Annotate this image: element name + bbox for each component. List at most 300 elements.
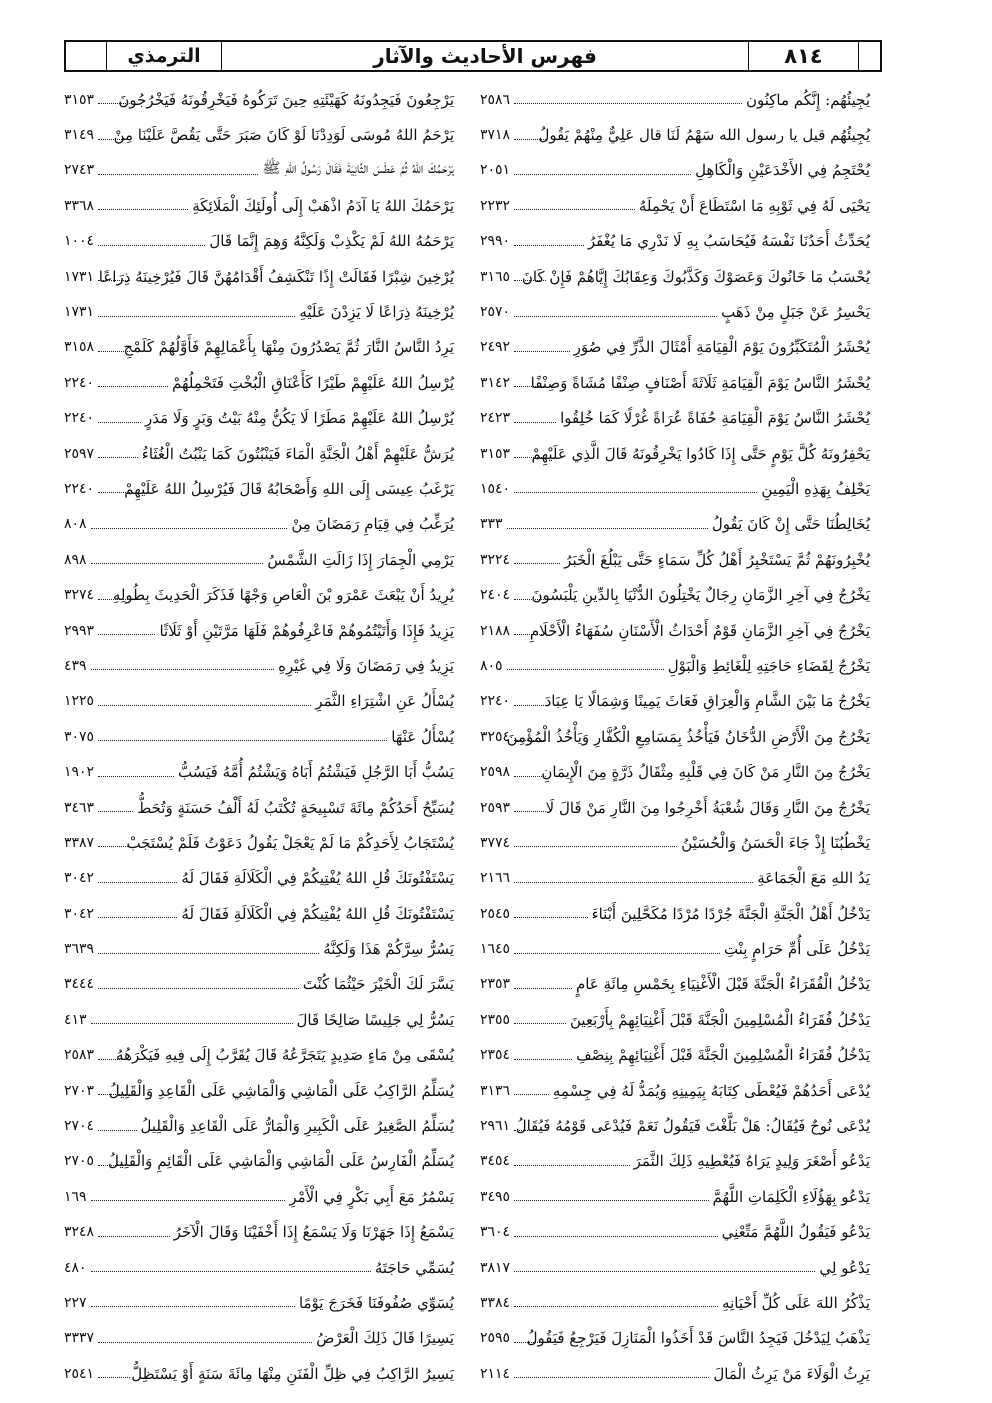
hadith-number: ٢٢٧: [64, 1294, 87, 1311]
dot-leader: [514, 492, 757, 493]
index-entry: [64, 1250, 454, 1285]
left-column: [64, 82, 454, 1391]
hadith-number: ٤١٣: [64, 1011, 87, 1028]
hadith-text: يُخَالِطُنَا حَتَّى إِنْ كَانَ يَقُولُ: [711, 515, 870, 534]
hadith-number: ١٧٣١: [64, 304, 95, 321]
dot-leader: [98, 245, 205, 246]
dot-leader: [91, 528, 288, 529]
index-entry: [480, 259, 870, 294]
hadith-number: ١٦٤٥: [480, 941, 511, 958]
hadith-text: يُسَوِّي صُفُوفَنَا فَخَرَجَ يَوْمًا: [298, 1293, 454, 1312]
hadith-number: ٨٩٨: [64, 551, 87, 568]
hadith-text: يَسْتَفْتُونَكَ قُلِ اللهُ يُفْتِيكُمْ فِي الْكَلَالَةِ فَقَالَ لَهُ: [181, 869, 454, 888]
page-header: [64, 40, 882, 72]
dot-leader: [98, 811, 133, 812]
hadith-text: يُحْشَرُ النَّاسُ يَوْمَ الْقِيَامَةِ حُفَاةً عُرَاةً غُرْلًا كَمَا خُلِقُوا: [560, 409, 870, 428]
hadith-number: ٣٤٥٤: [480, 1153, 511, 1170]
hadith-text: يَسْمُرُ مَعَ أَبِي بَكْرٍ فِي الْأَمْرِ: [289, 1187, 454, 1206]
hadith-text: يَدْخُلُ فُقَرَاءُ الْمُسْلِمِينَ الْجَنَّةَ قَبْلَ أَغْنِيَائِهِمْ بِنِصْفِ: [576, 1046, 870, 1065]
hadith-text: يُرْسِلُ اللهُ عَلَيْهِمْ مَطَرًا لَا يَكُنُّ مِنْهُ بَيْتُ وَبَرٍ وَلَا مَدَرٍ: [144, 409, 454, 428]
hadith-number: ٢٣٥٥: [480, 1011, 511, 1028]
dot-leader: [98, 1130, 136, 1131]
hadith-number: ٢٤٠٤: [480, 587, 511, 604]
hadith-text: يُرَغِّبُ فِي قِيَامِ رَمَضَانَ مِنْ: [291, 515, 454, 534]
dot-leader: [514, 1165, 630, 1166]
hadith-text: يَرِدُ النَّاسُ النَّارَ ثُمَّ يَصْدُرُونَ مِنْهَا بِأَعْمَالِهِمْ فَأَوَّلُهُمْ كَلَمْحِ: [123, 338, 454, 357]
index-entry: [64, 1356, 454, 1391]
hadith-text: يَرْغَبُ عِيسَى إِلَى اللهِ وَأَصْحَابُهُ قَالَ فَيُرْسِلُ اللهُ عَلَيْهِمْ: [124, 479, 454, 498]
dot-leader: [514, 1059, 572, 1060]
hadith-number: ٢١١٤: [480, 1365, 511, 1382]
hadith-text: يُسَلِّمُ الْفَارِسُ عَلَى الْمَاشِي وَالْمَاشِي عَلَى الْقَائِمِ وَالْقَلِيلُ: [108, 1152, 454, 1171]
dot-leader: [98, 280, 130, 281]
index-entry: [480, 684, 870, 719]
hadith-text: يَحْسِرُ عَنْ جَبَلٍ مِنْ ذَهَبٍ: [721, 303, 870, 322]
hadith-number: ٣٣٣: [480, 516, 503, 533]
index-entry: [64, 153, 454, 188]
dot-leader: [98, 917, 177, 918]
dot-leader: [514, 1200, 708, 1201]
index-entry: [64, 896, 454, 931]
index-entry: [480, 1073, 870, 1108]
dot-leader: [514, 209, 635, 210]
book-name: الترمذي: [106, 42, 221, 70]
dot-leader: [514, 811, 546, 812]
dot-leader: [98, 492, 130, 493]
index-entry: [480, 790, 870, 825]
dot-leader: [514, 1342, 546, 1343]
header-blank-cell: [66, 42, 106, 70]
dot-leader: [98, 988, 299, 989]
index-entry: [64, 967, 454, 1002]
hadith-number: ٢٢٤٠: [64, 410, 95, 427]
index-entry: [64, 754, 454, 789]
hadith-text: يَدْخُلُ أَهْلُ الْجَنَّةِ الْجَنَّةَ جُرْدًا مُرْدًا مُكَحَّلِينَ أَبْنَاءَ: [591, 904, 870, 923]
dot-leader: [514, 917, 587, 918]
hadith-number: ٢٢٣٢: [480, 197, 511, 214]
index-entry: [64, 719, 454, 754]
index-entry: [64, 294, 454, 329]
index-title: فهرس الأحاديث والآثار: [221, 42, 748, 70]
dot-leader: [98, 1342, 312, 1343]
hadith-number: ٢٢٤٠: [64, 374, 95, 391]
hadith-text: يَسُرُّ لِي جَلِيسًا صَالِحًا قَالَ: [296, 1010, 454, 1029]
hadith-text: يُحْشَرُ الْمُتَكَبِّرُونَ يَوْمَ الْقِيَامَةِ أَمْثَالَ الذَّرِّ فِي صُوَرِ: [573, 338, 870, 357]
hadith-text: يَدُ اللهِ مَعَ الْجَمَاعَةِ: [757, 869, 870, 888]
index-entry: [480, 931, 870, 966]
index-entry: [64, 1073, 454, 1108]
hadith-number: ٣١٥٣: [480, 445, 511, 462]
index-entry: [64, 542, 454, 577]
hadith-number: ٣٧٧٤: [480, 834, 511, 851]
dot-leader: [514, 1271, 815, 1272]
hadith-text: يَخْرُجُ مَا بَيْنَ الشَّامِ وَالْعِرَاقِ فَعَاثَ يَمِينًا وَشِمَالًا يَا عِبَادَ: [544, 692, 870, 711]
hadith-number: ٢٩٩٣: [64, 622, 95, 639]
index-entry: [480, 330, 870, 365]
index-entry: [480, 153, 870, 188]
hadith-number: ٢١٦٦: [480, 870, 511, 887]
dot-leader: [514, 1130, 546, 1131]
index-entry: [64, 861, 454, 896]
index-entry: [480, 1002, 870, 1037]
hadith-number: ٣٦٠٤: [480, 1224, 511, 1241]
hadith-number: ٢٥٤٥: [480, 905, 511, 922]
hadith-text: يَدْخُلُ فُقَرَاءُ الْمُسْلِمِينَ الْجَنَّةَ قَبْلَ أَغْنِيَائِهِمْ بِأَرْبَعِينَ: [569, 1010, 870, 1029]
hadith-number: ٢٤٩٢: [480, 339, 511, 356]
index-columns: [64, 82, 870, 1383]
index-entry: [64, 259, 454, 294]
dot-leader: [507, 528, 708, 529]
dot-leader: [514, 882, 753, 883]
hadith-text: يَزِيدُ فَإِذَا وَأَتَيْتُمُوهُمْ فَاعْرِفُوهُمْ فَلَهَا مَرَّتَيْنِ أَوْ ثَلَاثًا: [159, 621, 454, 640]
index-entry: [480, 1038, 870, 1073]
hadith-number: ٢٧٤٣: [64, 162, 95, 179]
index-entry: [480, 542, 870, 577]
dot-leader: [98, 422, 141, 423]
dot-leader: [98, 599, 130, 600]
hadith-text: يَدْخُلُ عَلَى أُمِّ حَرَامٍ بِنْتِ: [723, 940, 870, 959]
index-entry: [480, 1285, 870, 1320]
hadith-number: ٢٤٢٣: [480, 410, 511, 427]
dot-leader: [514, 599, 546, 600]
hadith-number: ٣١٤٩: [64, 127, 95, 144]
index-entry: [64, 1285, 454, 1320]
hadith-text: يَزِيدُ فِي رَمَضَانَ وَلَا فِي غَيْرِهِ: [278, 656, 454, 675]
hadith-text: يَذْهَبُ لِيَدْخُلَ فَيَجِدُ النَّاسَ قَدْ أَخَذُوا الْمَنَازِلَ فَيَرْجِعُ فَيَقُولُ: [526, 1329, 870, 1348]
hadith-number: ٢٥٤١: [64, 1365, 95, 1382]
hadith-number: ٢٥٩٣: [480, 799, 511, 816]
hadith-number: ٤٨٠: [64, 1259, 87, 1276]
hadith-text: يَحْلِفُ بِهَذِهِ الْيَمِينِ: [761, 479, 870, 498]
dot-leader: [514, 245, 584, 246]
hadith-number: ٣١٥٣: [64, 91, 95, 108]
hadith-text: يَخْرُجُ مِنَ النَّارِ وَقَالَ شُعْبَةُ أَخْرِجُوا مِنَ النَّارِ مَنْ قَالَ لَا: [545, 798, 870, 817]
dot-leader: [514, 1236, 718, 1237]
index-entry: [480, 471, 870, 506]
hadith-number: ٨٠٥: [480, 657, 503, 674]
hadith-text: يَرْجِعُونَ فَيَجِدُونَهُ كَهَيْئَتِهِ حِينَ تَرَكُوهُ فَيَخْرِقُونَهُ فَيَخْرُجُونَ: [118, 90, 454, 109]
index-entry: [64, 613, 454, 648]
hadith-text: يُدْعَى أَحَدُهُمْ فَيُعْطَى كِتَابَهُ بِيَمِينِهِ وَيُمَدُّ لَهُ فِي جِسْمِهِ: [552, 1081, 870, 1100]
dot-leader: [514, 953, 720, 954]
hadith-number: ٢١٨٨: [480, 622, 511, 639]
hadith-number: ٢٣٥٤: [480, 1047, 511, 1064]
dot-leader: [98, 705, 311, 706]
hadith-text: يُسْتَجَابُ لِأَحَدِكُمْ مَا لَمْ يَعْجَلْ يَقُولُ دَعَوْتُ فَلَمْ يُسْتَجَبْ: [126, 833, 454, 852]
dot-leader: [98, 1059, 130, 1060]
dot-leader: [514, 1377, 709, 1378]
hadith-text: يَدْعُو أَصْغَرَ وَلِيدٍ يَرَاهُ فَيُعْطِيهِ ذَلِكَ الثَّمَرَ: [633, 1152, 870, 1171]
hadith-text: يَحْفِرُونَهُ كُلَّ يَوْمٍ حَتَّى إِذَا كَادُوا يَخْرِقُونَهُ قَالَ الَّذِي عَلَيْهِمْ: [531, 444, 870, 463]
hadith-number: ٣٠٧٥: [64, 728, 95, 745]
dot-leader: [98, 1094, 130, 1095]
dot-leader: [98, 386, 168, 387]
dot-leader: [98, 316, 295, 317]
index-entry: [64, 401, 454, 436]
hadith-text: يُسَبِّحُ أَحَدُكُمْ مِائَةَ تَسْبِيحَةٍ تُكْتَبُ لَهُ أَلْفُ حَسَنَةٍ وَتُحَطُّ: [137, 798, 454, 817]
index-entry: [480, 719, 870, 754]
hadith-number: ٢٥٩٥: [480, 1330, 511, 1347]
hadith-number: ٢٢٤٠: [480, 693, 511, 710]
hadith-text: يَسُبُّ أَبَا الرَّجُلِ فَيَشْتُمُ أَبَاهُ وَيَشْتُمُ أُمَّهُ فَيَسُبُّ: [178, 763, 454, 782]
dot-leader: [98, 174, 258, 175]
hadith-number: ٣٠٤٢: [64, 870, 95, 887]
index-entry: [64, 1038, 454, 1073]
index-entry: [64, 1002, 454, 1037]
hadith-number: ٢٩٩٠: [480, 233, 511, 250]
hadith-text: يَسِيرُ الرَّاكِبُ فِي ظِلِّ الْفَنَنِ مِنْهَا مِائَةَ سَنَةٍ أَوْ يَسْتَظِلُّ: [131, 1364, 454, 1383]
index-entry: [64, 188, 454, 223]
dot-leader: [514, 634, 546, 635]
hadith-text: يُرْخِينَهُ ذِرَاعًا لَا يَزِدْنَ عَلَيْهِ: [299, 303, 454, 322]
index-entry: [64, 825, 454, 860]
hadith-number: ٣٢٤٨: [64, 1224, 95, 1241]
index-entry: [64, 436, 454, 471]
hadith-text: يُجِيئُهُم قيل يا رسول الله سَهْمُ لَنَا قال عَلِيٌّ مِنْهُمْ يَقُولُ: [538, 126, 870, 145]
hadith-number: ٣٦٣٩: [64, 941, 95, 958]
dot-leader: [514, 1023, 566, 1024]
index-entry: [480, 224, 870, 259]
dot-leader: [514, 988, 572, 989]
hadith-number: ٢٥٩٧: [64, 445, 95, 462]
hadith-text: يُسْأَلُ عَنِ اشْتِرَاءِ الثَّمَرِ: [315, 692, 454, 711]
dot-leader: [98, 882, 177, 883]
dot-leader: [91, 1271, 371, 1272]
hadith-text: يُسَمِّي حَاجَتَهُ: [374, 1258, 454, 1277]
hadith-text: يُرْسِلُ اللهُ عَلَيْهِمْ طَيْرًا كَأَعْنَاقِ الْبُخْتِ فَتَحْمِلُهُمْ: [172, 373, 454, 392]
dot-leader: [514, 1094, 549, 1095]
dot-leader: [98, 776, 174, 777]
index-entry: [480, 436, 870, 471]
index-entry: [480, 117, 870, 152]
index-entry: [480, 82, 870, 117]
dot-leader: [507, 669, 664, 670]
dot-leader: [514, 103, 742, 104]
hadith-text: يُرَشُّ عَلَيْهِمْ أَهْلُ الْجَنَّةِ الْمَاءَ فَيَنْبُتُونَ كَمَا يَنْبُتُ الْغُثَاءُ: [141, 444, 454, 463]
hadith-number: ٣٢٧٤: [64, 587, 95, 604]
dot-leader: [98, 457, 138, 458]
hadith-text: يَحْيَى لَهُ فِي ثَوْبِهِ مَا اسْتَطَاعَ أَنْ يَحْمِلَهُ: [638, 196, 870, 215]
dot-leader: [91, 1023, 293, 1024]
right-column: [480, 82, 870, 1391]
hadith-number: ٣٢٢٤: [480, 551, 511, 568]
hadith-text: يَسُرُّ سِرَّكُمْ هَذَا وَلَكِنَّهُ: [323, 940, 454, 959]
hadith-text: يَدْخُلُ الْفُقَرَاءُ الْجَنَّةَ قَبْلَ الْأَغْنِيَاءِ بِخَمْسِ مِائَةِ عَامٍ: [575, 975, 870, 994]
index-entry: [64, 365, 454, 400]
hadith-number: ٢٧٠٥: [64, 1153, 95, 1170]
hadith-number: ٣٧١٨: [480, 127, 511, 144]
index-entry: [480, 1179, 870, 1214]
index-entry: [64, 330, 454, 365]
hadith-text: يُسْأَلُ عَنْهَا: [391, 727, 454, 746]
hadith-number: ٣٣٨٧: [64, 834, 95, 851]
index-entry: [480, 1250, 870, 1285]
dot-leader: [514, 846, 677, 847]
hadith-number: ٣٤٤٤: [64, 976, 95, 993]
hadith-text: يَرِثُ الْوَلَاءَ مَنْ يَرِثُ الْمَالَ: [713, 1364, 870, 1383]
dot-leader: [98, 740, 387, 741]
hadith-number: ١٦٩: [64, 1188, 87, 1205]
hadith-number: ١٩٠٢: [64, 764, 95, 781]
index-entry: [64, 224, 454, 259]
hadith-text: يَدْعُو لِي: [819, 1258, 870, 1277]
dot-leader: [514, 740, 546, 741]
hadith-number: ١٠٠٤: [64, 233, 95, 250]
dot-leader: [514, 563, 560, 564]
hadith-number: ٢٥٧٠: [480, 304, 511, 321]
hadith-text: يَسِيرًا قَالَ ذَلِكَ الْعَرْضُ: [316, 1329, 454, 1348]
hadith-text: يَسْتَفْتُونَكَ قُلِ اللهُ يُفْتِيكُمْ فِي الْكَلَالَةِ فَقَالَ لَهُ: [181, 904, 454, 923]
index-entry: [480, 1215, 870, 1250]
hadith-text: يَخْرُجُ مِنَ النَّارِ مَنْ كَانَ فِي قَلْبِهِ مِثْقَالُ ذَرَّةٍ مِنَ الْإِيمَانِ: [541, 763, 870, 782]
hadith-number: ١٥٤٠: [480, 480, 511, 497]
hadith-text: يَرْحَمُ اللهُ مُوسَى لَوَدِدْنَا لَوْ كَانَ صَبَرَ حَتَّى يَقُصَّ عَلَيْنَا مِنْ: [113, 126, 454, 145]
index-entry: [480, 861, 870, 896]
hadith-text: يُحْشَرُ النَّاسُ يَوْمَ الْقِيَامَةِ ثَلَاثَةَ أَصْنَافٍ صِنْفًا مُشَاةً وَصِنْفًا: [530, 373, 870, 392]
index-entry: [480, 825, 870, 860]
index-entry: [480, 401, 870, 436]
index-entry: [64, 1108, 454, 1143]
index-entry: [480, 188, 870, 223]
hadith-text: يَرْحَمُهُ اللهُ لَمْ يَكْذِبْ وَلَكِنَّهُ وَهِمَ إِنَّمَا قَالَ: [209, 232, 454, 251]
dot-leader: [91, 1200, 286, 1201]
dot-leader: [514, 705, 546, 706]
index-entry: [480, 613, 870, 648]
index-entry: [64, 648, 454, 683]
hadith-number: ٣٤٦٣: [64, 799, 95, 816]
dot-leader: [98, 1165, 130, 1166]
hadith-number: ٣١٤٢: [480, 374, 511, 391]
dot-leader: [514, 776, 546, 777]
index-entry: [480, 1108, 870, 1143]
hadith-number: ٢٠٥١: [480, 162, 511, 179]
hadith-text: يُحْسَبُ مَا خَانُوكَ وَعَصَوْكَ وَكَذَّبُوكَ وَعِقَابُكَ إِيَّاهُمْ فَإِنْ كَانَ: [521, 267, 870, 286]
hadith-number: ٢٣٥٣: [480, 976, 511, 993]
dot-leader: [514, 139, 546, 140]
dot-leader: [514, 457, 546, 458]
hadith-text: يَرْحَمُكَ اللهُ يَا آدَمُ اذْهَبْ إِلَى أُولَئِكَ الْمَلَائِكَةِ: [192, 196, 454, 215]
hadith-number: ٣١٣٦: [480, 1082, 511, 1099]
dot-leader: [91, 563, 264, 564]
hadith-number: ٣٣٦٨: [64, 197, 95, 214]
index-entry: [64, 931, 454, 966]
header-blank-cell: [858, 42, 880, 70]
index-entry: [480, 1321, 870, 1356]
hadith-number: ١٧٣١: [64, 268, 95, 285]
hadith-number: ٣٣٨٤: [480, 1294, 511, 1311]
hadith-number: ٢٧٠٣: [64, 1082, 95, 1099]
dot-leader: [91, 1306, 295, 1307]
hadith-number: ٢٢٤٠: [64, 480, 95, 497]
hadith-text: يَذْكُرُ اللهَ عَلَى كُلِّ أَحْيَانِهِ: [722, 1293, 870, 1312]
hadith-text: يَخْرُجُ فِي آخِرِ الزَّمَانِ رِجَالٌ يَخْتِلُونَ الدُّنْيَا بِالدِّينِ يَلْبَسُونَ: [531, 586, 870, 605]
dot-leader: [514, 316, 717, 317]
index-entry: [64, 507, 454, 542]
hadith-text: يُجِيئُهُم: إِنَّكُم ماكِنُون: [745, 90, 870, 109]
index-entry: [480, 294, 870, 329]
dot-leader: [514, 422, 556, 423]
hadith-text: يُسَلِّمُ الرَّاكِبُ عَلَى الْمَاشِي وَالْمَاشِي عَلَى الْقَاعِدِ وَالْقَلِيلُ: [108, 1081, 454, 1100]
hadith-text: يَخْرُجُ مِنَ الْأَرْضِ الدُّخَانُ فَيَأْخُذُ بِمَسَامِعِ الْكُفَّارِ وَيَأْخُذُ الْمُؤْمِنَ: [506, 727, 870, 746]
hadith-number: ١٢٢٥: [64, 693, 95, 710]
index-entry: [480, 1144, 870, 1179]
index-entry: [480, 896, 870, 931]
dot-leader: [98, 634, 155, 635]
hadith-text: يَرْمِي الْجِمَارَ إِذَا زَالَتِ الشَّمْسُ: [267, 550, 454, 569]
hadith-number: ٣١٥٨: [64, 339, 95, 356]
hadith-number: ٣٠٤٢: [64, 905, 95, 922]
index-entry: [480, 1356, 870, 1391]
hadith-text: يَسْمَعُ إِذَا جَهَرْنَا وَلَا يَسْمَعُ إِذَا أَخْفَيْنَا وَقَالَ الْآخَرُ: [173, 1223, 454, 1242]
hadith-number: ٣٤٩٥: [480, 1188, 511, 1205]
hadith-text: يَسَّرَ لَكَ الْخَيْرَ حَيْثُمَا كُنْتَ: [302, 975, 454, 994]
index-entry: [480, 365, 870, 400]
hadith-text: يَدْعُو بِهَؤُلَاءِ الْكَلِمَاتِ اللَّهُمَّ: [712, 1187, 870, 1206]
hadith-number: ٢٥٨٦: [480, 91, 511, 108]
dot-leader: [98, 953, 319, 954]
index-entry: [480, 648, 870, 683]
index-entry: [64, 790, 454, 825]
hadith-number: ٣١٦٥: [480, 268, 511, 285]
index-entry: [480, 754, 870, 789]
dot-leader: [514, 280, 546, 281]
hadith-number: ٣٣٣٧: [64, 1330, 95, 1347]
dot-leader: [514, 351, 570, 352]
index-entry: [64, 577, 454, 612]
hadith-text: يُرْخِينَ شِبْرًا فَقَالَتْ إِذًا تَنْكَشِفُ أَقْدَامُهُنَّ قَالَ فَيُرْخِينَهُ ذِرَاعًا: [98, 267, 454, 286]
index-entry: [64, 471, 454, 506]
dot-leader: [91, 669, 275, 670]
hadith-number: ٢٩٦١: [480, 1118, 511, 1135]
dot-leader: [98, 209, 188, 210]
hadith-text: يُسَلِّمُ الصَّغِيرُ عَلَى الْكَبِيرِ وَالْمَارُّ عَلَى الْقَاعِدِ وَالْقَلِيلُ: [140, 1117, 454, 1136]
dot-leader: [98, 103, 130, 104]
hadith-number: ٢٥٩٨: [480, 764, 511, 781]
hadith-text: يُخْبِرُونَهُمْ ثُمَّ يَسْتَخْبِرُ أَهْلُ كُلِّ سَمَاءٍ حَتَّى يَبْلُغَ الْخَبَرُ: [564, 550, 870, 569]
index-entry: [64, 1215, 454, 1250]
dot-leader: [98, 1236, 170, 1237]
dot-leader: [514, 1306, 718, 1307]
index-entry: [64, 684, 454, 719]
hadith-text: يُسْقَى مِنْ مَاءٍ صَدِيدٍ يَتَجَرَّعُهُ قَالَ يُقَرَّبُ إِلَى فِيهِ فَيَكْرَهُهُ: [116, 1046, 454, 1065]
dot-leader: [98, 846, 130, 847]
index-entry: [64, 82, 454, 117]
page-number: ٨١٤: [748, 42, 858, 70]
hadith-text: يُدْعَى نُوحٌ فَيُقَالُ: هَلْ بَلَّغْتَ فَيَقُولُ نَعَمْ فَيُدْعَى قَوْمُهُ فَيُقَالُ: [515, 1117, 870, 1136]
dot-leader: [98, 351, 130, 352]
hadith-text: يُرِيدُ أَنْ يَبْعَثَ عَمْرَو بْنَ الْعَاصِ وَجْهًا فَذَكَرَ الْحَدِيثَ بِطُولِهِ: [112, 586, 454, 605]
dot-leader: [98, 139, 130, 140]
hadith-number: ٢٥٨٣: [64, 1047, 95, 1064]
hadith-text: يَخْطُبُنَا إِذْ جَاءَ الْحَسَنُ وَالْحُسَيْنُ: [681, 833, 870, 852]
index-entry: [64, 1144, 454, 1179]
dot-leader: [514, 174, 691, 175]
index-entry: [64, 117, 454, 152]
dot-leader: [514, 386, 546, 387]
hadith-number: ٤٣٩: [64, 657, 87, 674]
dot-leader: [98, 1377, 130, 1378]
index-entry: [64, 1179, 454, 1214]
hadith-number: ٣٢٥٤: [480, 728, 511, 745]
index-entry: [64, 1321, 454, 1356]
hadith-number: ٢٧٠٤: [64, 1118, 95, 1135]
hadith-text: يَرْحَمُكَ اللهُ ثُمَّ عَطَسَ الثَّانِيَةَ فَقَالَ رَسُولُ اللهِ ﷺ: [262, 159, 454, 178]
hadith-text: يَخْرُجُ لِقَضَاءِ حَاجَتِهِ لِلْغَائِطِ وَالْبَوْلِ: [667, 656, 870, 675]
index-entry: [480, 967, 870, 1002]
index-entry: [480, 577, 870, 612]
hadith-number: ٣٨١٧: [480, 1259, 511, 1276]
index-entry: [480, 507, 870, 542]
